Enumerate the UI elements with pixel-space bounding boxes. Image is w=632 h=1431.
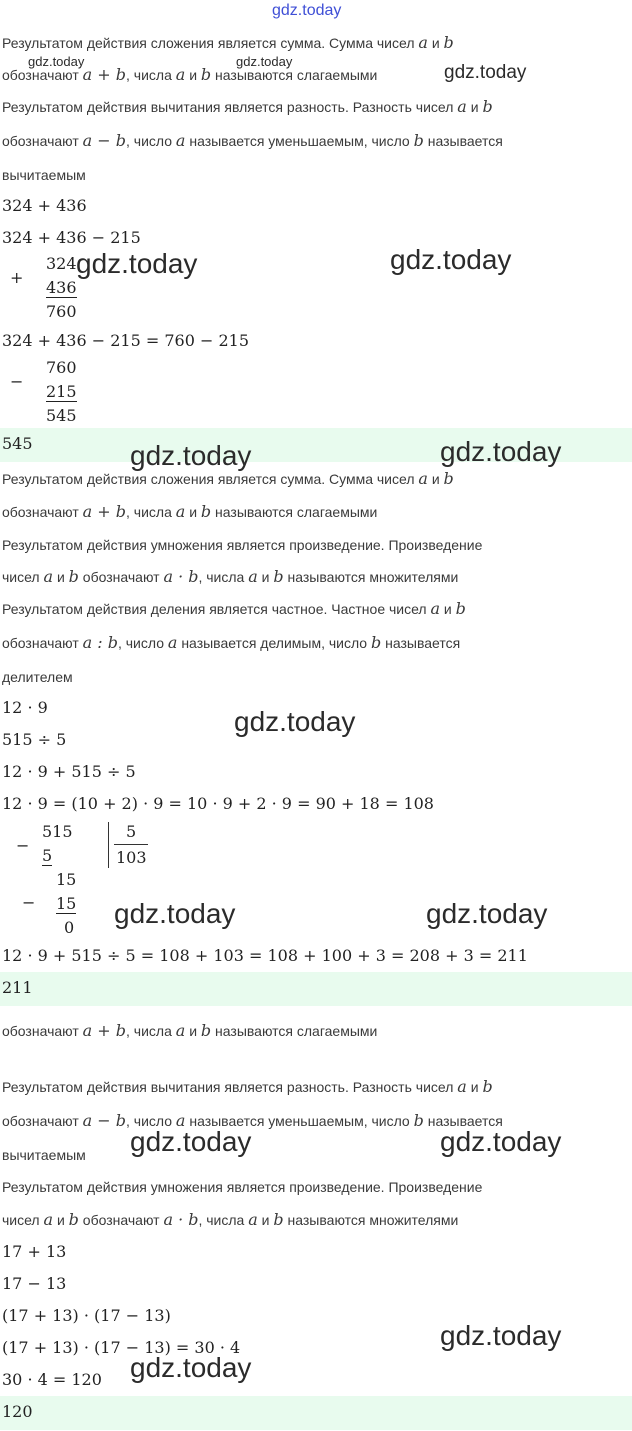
- expression: 515 ÷ 5: [2, 730, 67, 749]
- watermark-small: gdz.today: [236, 54, 293, 69]
- long-div-sign: −: [16, 836, 30, 855]
- watermark: gdz.today: [130, 1352, 252, 1383]
- long-div-sub2: 15: [56, 894, 77, 913]
- column-top: 760: [46, 358, 77, 377]
- watermark: gdz.today: [440, 1320, 562, 1351]
- expression: 12 · 9 + 515 ÷ 5 = 108 + 103 = 108 + 100 + 3 = 208 + 3 = 211: [2, 946, 528, 965]
- expression: 324 + 436 − 215: [2, 228, 141, 247]
- rule-div-line3: делителем: [2, 669, 73, 685]
- rule-diff-line1: Результатом действия вычитания является разность. Разность чисел a и b: [2, 97, 493, 116]
- rule-sum-line1: Результатом действия сложения является сумма. Сумма чисел a и b: [2, 469, 454, 488]
- long-div-rem2: 0: [64, 918, 75, 937]
- answer-band: [0, 1396, 632, 1430]
- rule-div-line1: Результатом действия деления является частное. Частное чисел a и b: [2, 599, 466, 618]
- rule-sum-line1: Результатом действия сложения является сумма. Сумма чисел a и b: [2, 33, 454, 52]
- rule-diff-line2: обозначают a − b, число a называется уменьшаемым, число b называется: [2, 131, 503, 150]
- expression: 324 + 436: [2, 196, 87, 215]
- expression: (17 + 13) · (17 − 13) = 30 · 4: [2, 1338, 241, 1357]
- rule-div-line2: обозначают a : b, число a называется делимым, число b называется: [2, 633, 461, 652]
- watermark: gdz.today: [440, 436, 562, 467]
- expression: (17 + 13) · (17 − 13): [2, 1306, 171, 1325]
- column-result: 545: [46, 406, 77, 425]
- rule-sum-line2: обозначают a + b, числа a и b называются слагаемыми: [2, 65, 378, 84]
- watermark: gdz.today: [234, 706, 356, 737]
- rule-diff-line3: вычитаемым: [2, 167, 86, 183]
- rule-mul-line1: Результатом действия умножения является произведение. Произведение: [2, 537, 483, 553]
- rule-diff-line3: вычитаемым: [2, 1147, 86, 1163]
- column-bottom: 436: [46, 278, 77, 297]
- long-div-line: [114, 844, 148, 845]
- long-div-rem1: 15: [56, 870, 77, 889]
- rule-diff-line1: Результатом действия вычитания является разность. Разность чисел a и b: [2, 1077, 493, 1096]
- watermark: gdz.today: [426, 898, 548, 929]
- expression: 12 · 9: [2, 698, 48, 717]
- rule-mul-line1: Результатом действия умножения является произведение. Произведение: [2, 1179, 483, 1195]
- answer-band: [0, 972, 632, 1006]
- long-div-sign: −: [22, 893, 36, 912]
- watermark: gdz.today: [76, 248, 198, 279]
- expression: 324 + 436 − 215 = 760 − 215: [2, 331, 250, 350]
- rule-mul-line2: чисел a и b обозначают a · b, числа a и b называются множителями: [2, 1210, 459, 1229]
- rule-mul-line2: чисел a и b обозначают a · b, числа a и b называются множителями: [2, 567, 459, 586]
- column-sign: +: [10, 268, 24, 287]
- column-top: 324: [46, 254, 77, 273]
- watermark: gdz.today: [114, 898, 236, 929]
- watermark: gdz.today: [444, 62, 527, 83]
- answer: 120: [2, 1402, 33, 1421]
- long-div-bar: [108, 822, 109, 868]
- rule-sum-line2: обозначают a + b, числа a и b называются слагаемыми: [2, 502, 378, 521]
- expression: 12 · 9 + 515 ÷ 5: [2, 762, 136, 781]
- rule-sum-line2: обозначают a + b, числа a и b называются слагаемыми: [2, 1021, 378, 1040]
- answer: 211: [2, 978, 33, 997]
- expression: 30 · 4 = 120: [2, 1370, 102, 1389]
- long-div-sub1: 5: [42, 846, 53, 865]
- watermark: gdz.today: [130, 1126, 252, 1157]
- watermark-small: gdz.today: [28, 54, 85, 69]
- watermark: gdz.today: [440, 1126, 562, 1157]
- column-result: 760: [46, 302, 77, 321]
- expression: 17 − 13: [2, 1274, 67, 1293]
- long-div-quotient: 103: [116, 848, 147, 867]
- column-bottom: 215: [46, 382, 77, 401]
- watermark: gdz.today: [390, 244, 512, 275]
- expression: 17 + 13: [2, 1242, 67, 1261]
- expression: 12 · 9 = (10 + 2) · 9 = 10 · 9 + 2 · 9 = 90 + 18 = 108: [2, 794, 434, 813]
- long-div-divisor: 5: [126, 822, 137, 841]
- column-sign: −: [10, 372, 24, 391]
- long-div-dividend: 515: [42, 822, 73, 841]
- rule-diff-line2: обозначают a − b, число a называется уменьшаемым, число b называется: [2, 1111, 503, 1130]
- watermark: gdz.today: [130, 440, 252, 471]
- watermark-top: gdz.today: [272, 2, 342, 19]
- answer: 545: [2, 434, 33, 453]
